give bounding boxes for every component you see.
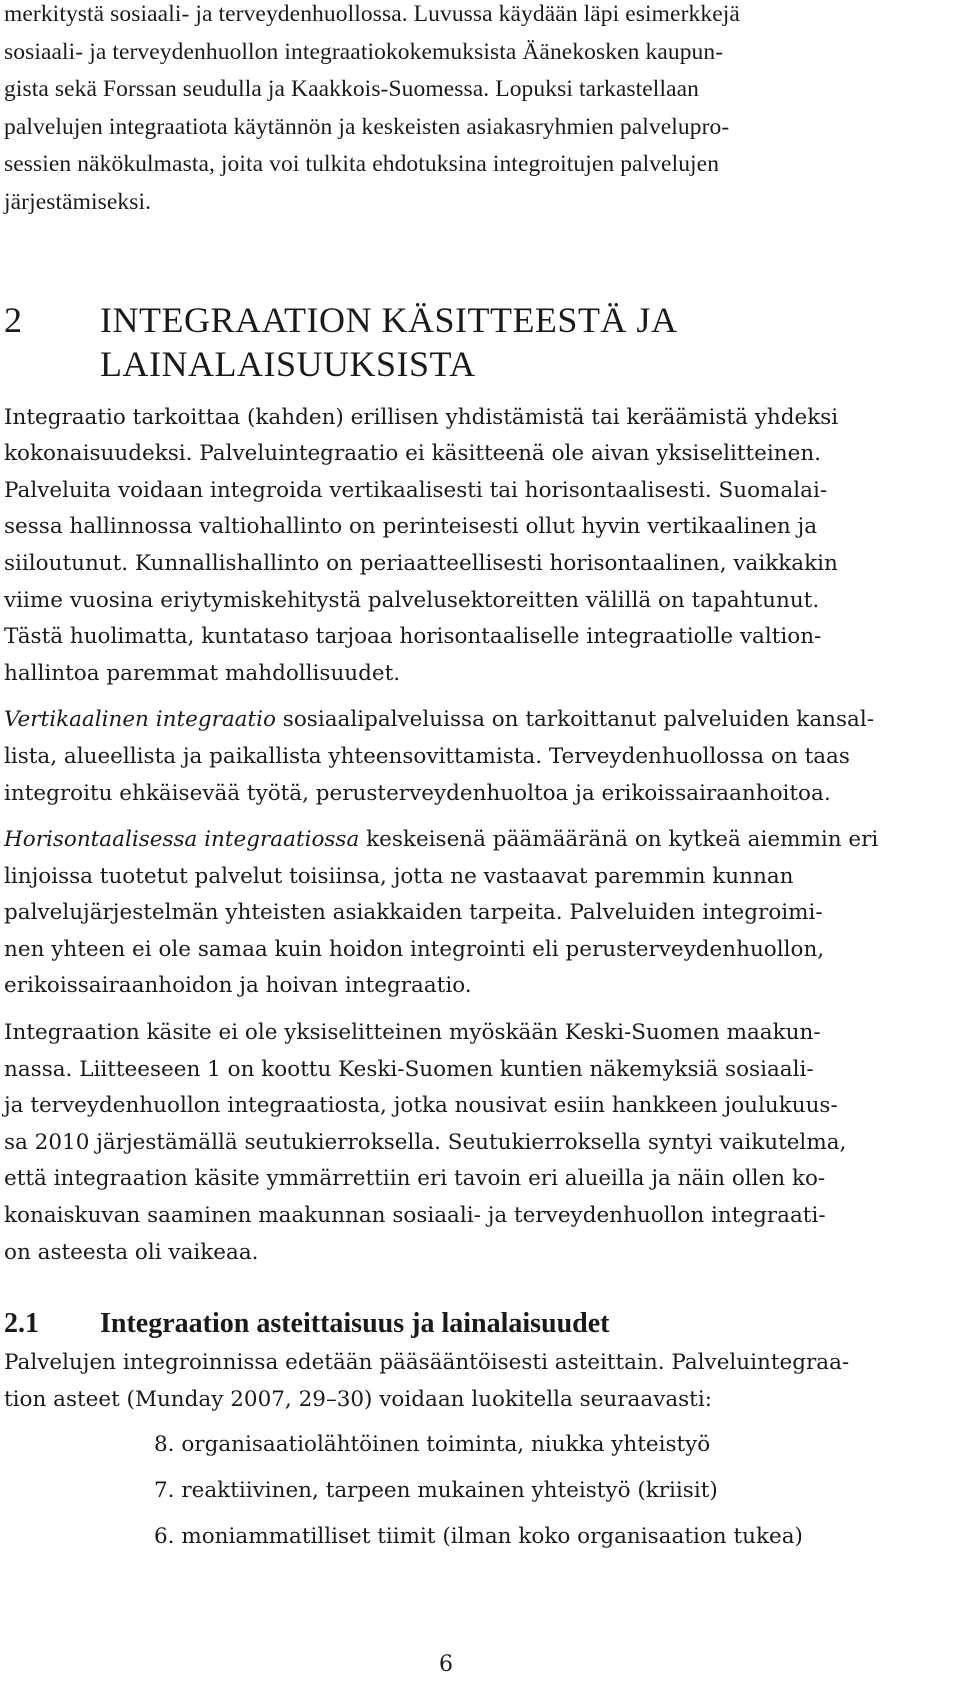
list-item: 7. reaktiivinen, tarpeen mukainen yhteistyö (kriisit) [154,1478,718,1504]
text-line: nassa. Liitteeseen 1 on koottu Keski-Suomen kuntien näkemyksiä sosiaali- [4,1056,814,1082]
paragraph-horizontal-integration [4,822,956,1005]
section-number: 2.1 [4,1308,39,1340]
paragraph-vertical-integration [4,702,956,812]
text-line: keskeisenä päämääränä on kytkeä aiemmin eri [359,827,879,853]
text-line: kokonaisuudeksi. Palveluintegraatio ei käsitteenä ole aivan yksiselitteinen. [4,441,822,467]
section-title-line: LAINALAISUUKSISTA [100,343,476,384]
text-line: Palveluita voidaan integroida vertikaalisesti tai horisontaalisesti. Suomalai- [4,477,828,503]
paragraph-integration-degrees [4,1345,956,1418]
intro-line: järjestämiseksi. [4,188,152,215]
text-line: Tästä huolimatta, kuntataso tarjoaa horisontaaliselle integraatiolle valtion- [4,624,822,650]
intro-line: merkitystä sosiaali- ja terveydenhuollossa. Luvussa käydään läpi esimerkkejä [4,1,740,27]
text-line: nen yhteen ei ole samaa kuin hoidon integrointi eli perusterveydenhuollon, [4,936,825,962]
text-line: Palvelujen integroinnissa edetään pääsääntöisesti asteittain. Palveluintegraa- [4,1350,850,1376]
text-line: sessa hallinnossa valtiohallinto on perinteisesti ollut hyvin vertikaalinen ja [4,514,818,540]
page-number: 6 [439,1652,453,1677]
text-line: tion asteet (Munday 2007, 29–30) voidaan luokitella seuraavasti: [4,1386,712,1412]
paragraph-integration-definition [4,400,956,693]
integration-degree-list [154,1422,956,1560]
text-line: Integraatio tarkoittaa (kahden) erillisen yhdistämistä tai keräämistä yhdeksi [4,404,839,430]
section-2-heading [4,298,956,386]
text-line: ja terveydenhuollon integraatiosta, jotka nousivat esiin hankkeen joulukuus- [4,1093,838,1119]
text-line: viime vuosina eriytymiskehitystä palvelusektoreitten välillä on tapahtunut. [4,587,820,613]
intro-paragraph [4,0,956,222]
section-2-1-heading [4,1307,956,1341]
text-line: että integraation käsite ymmärrettiin eri tavoin eri alueilla ja näin ollen ko- [4,1166,826,1192]
text-line: sosiaalipalveluissa on tarkoittanut palveluiden kansal- [275,707,874,733]
document-page [4,0,956,1560]
list-item: 6. moniammatilliset tiimit (ilman koko organisaation tukea) [154,1524,803,1550]
text-line: hallintoa paremmat mahdollisuudet. [4,660,401,686]
section-title-line: INTEGRAATION KÄSITTEESTÄ JA [100,299,678,340]
term-vertical-integration: Vertikaalinen integraatio [4,707,276,733]
intro-line: palvelujen integraatiota käytännön ja keskeisten asiakasryhmien palvelupro- [4,113,730,140]
intro-line: sessien näkökulmasta, joita voi tulkita ehdotuksina integroitujen palvelujen [4,151,720,178]
intro-line: sosiaali- ja terveydenhuollon integraatiokokemuksista Äänekosken kaupun- [4,38,724,65]
text-line: siiloutunut. Kunnallishallinto on periaatteellisesti horisontaalinen, vaikkakin [4,550,838,576]
intro-line: gista sekä Forssan seudulla ja Kaakkois-Suomessa. Lopuksi tarkastellaan [4,76,699,103]
text-line: Integraation käsite ei ole yksiselitteinen myöskään Keski-Suomen maakun- [4,1020,821,1046]
text-line: on asteesta oli vaikeaa. [4,1239,259,1265]
term-horizontal-integration: Horisontaalisessa integraatiossa [4,827,360,853]
section-title: Integraation asteittaisuus ja lainalaisuudet [100,1308,610,1340]
paragraph-keski-suomi [4,1015,956,1271]
text-line: konaiskuvan saaminen maakunnan sosiaali- ja terveydenhuollon integraati- [4,1203,826,1229]
text-line: erikoissairaanhoidon ja hoivan integraatio. [4,973,472,999]
text-line: linjoissa tuotetut palvelut toisiinsa, jotta ne vastaavat paremmin kunnan [4,863,794,889]
text-line: sa 2010 järjestämällä seutukierroksella. Seutukierroksella syntyi vaikutelma, [4,1129,847,1155]
section-number: 2 [4,299,23,340]
list-item: 8. organisaatiolähtöinen toiminta, niukka yhteistyö [154,1432,711,1458]
text-line: integroitu ehkäisevää työtä, perusterveydenhuoltoa ja erikoissairaanhoitoa. [4,780,831,806]
text-line: palvelujärjestelmän yhteisten asiakkaiden tarpeita. Palveluiden integroimi- [4,900,823,926]
text-line: lista, alueellista ja paikallista yhteensovittamista. Terveydenhuollossa on taas [4,743,850,769]
